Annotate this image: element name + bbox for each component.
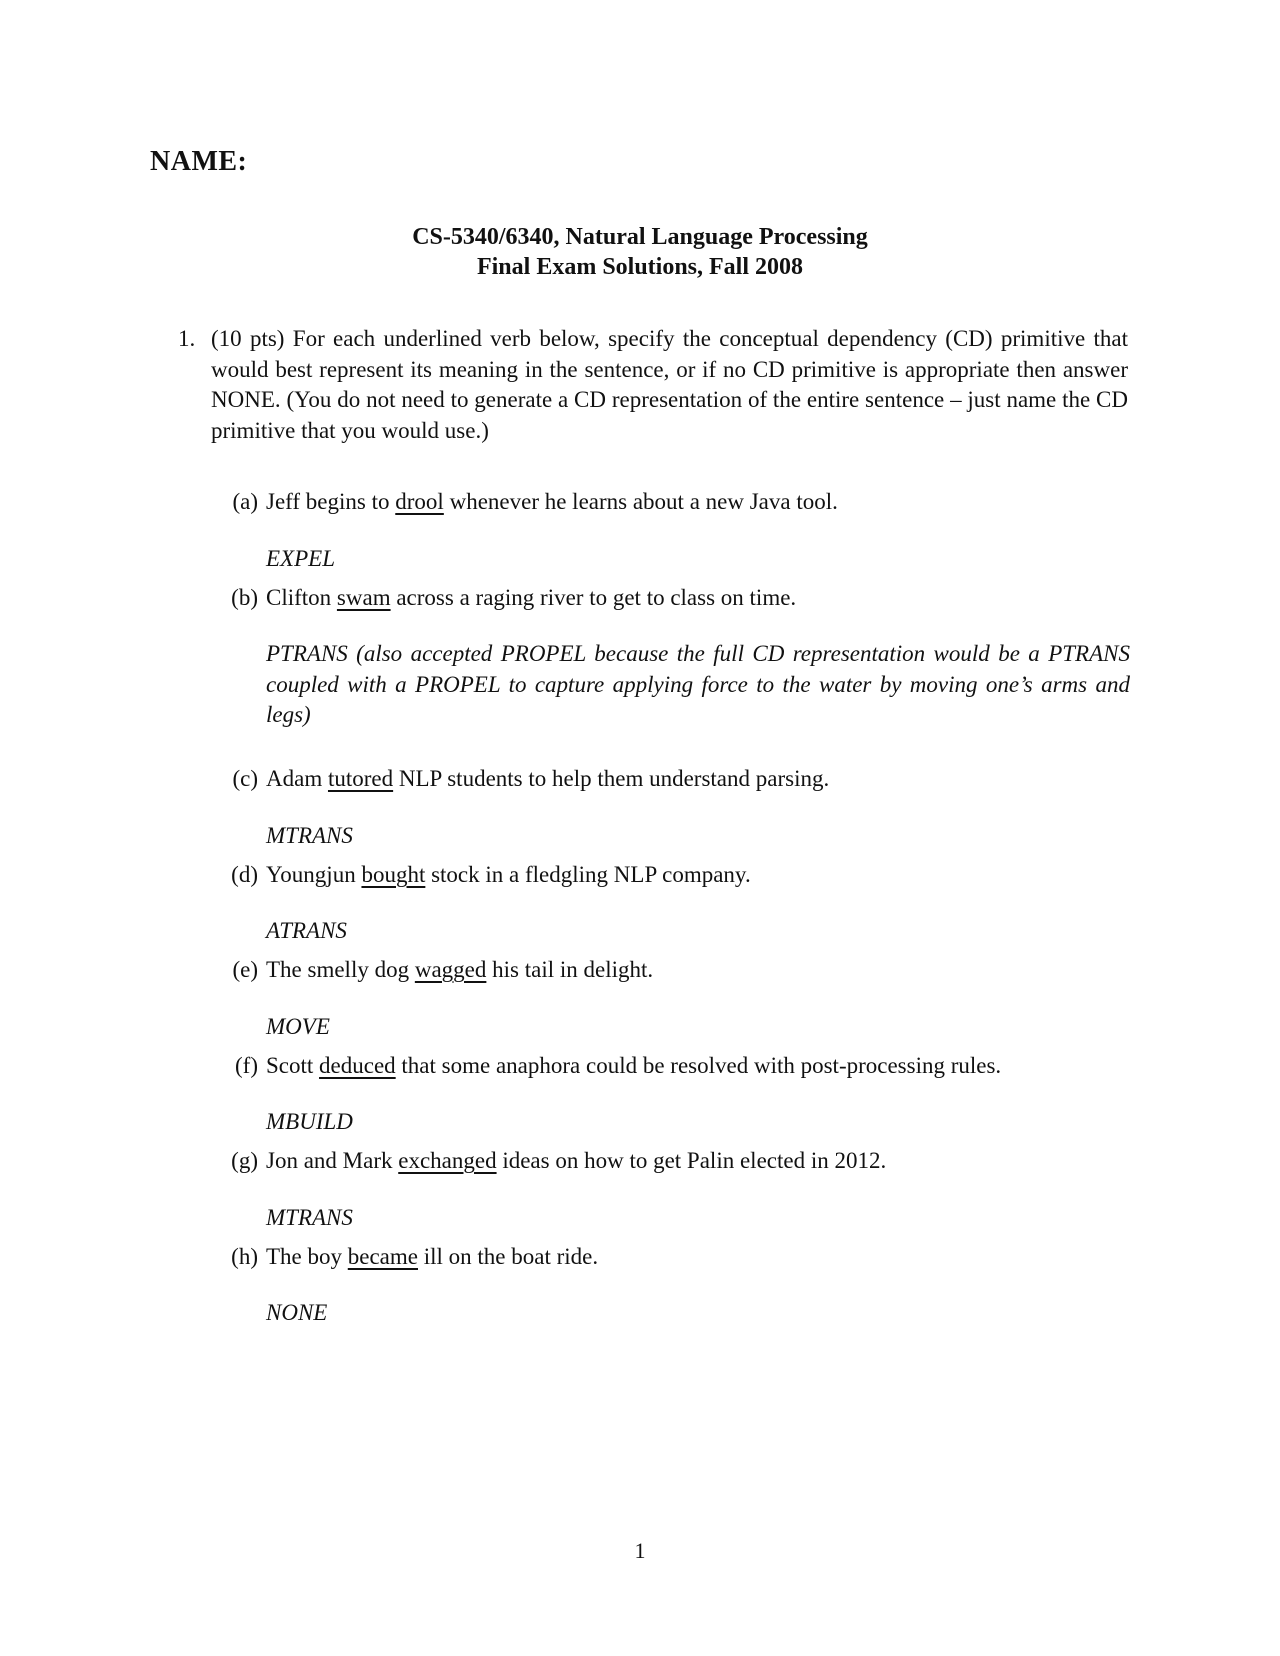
answer-a: EXPEL [266,546,335,571]
underlined-verb: became [347,1244,418,1269]
underlined-verb: deduced [319,1053,396,1078]
sentence-after: that some anaphora could be resolved with post-processing rules. [395,1053,1002,1078]
name-label: NAME: [150,146,248,177]
underlined-verb: swam [336,585,391,610]
answer-b: PTRANS (also accepted PROPEL because the full CD representation would be a PTRANS coupled with a PROPEL to capture applying force to the water by moving one’s arms and legs) [266,641,1130,727]
sentence-after: whenever he learns about a new Java tool. [443,489,838,514]
sentence-after: stock in a fledgling NLP company. [425,862,751,887]
sentence-after: ill on the boat ride. [418,1244,599,1269]
sentence-before: The smelly dog [266,957,415,982]
answer-e: MOVE [266,1014,330,1039]
item-b [218,583,1130,613]
item-sentence [266,860,1130,890]
underlined-verb: wagged [414,957,487,982]
item-d [218,860,1130,890]
course-title: CS-5340/6340, Natural Language Processing [412,224,868,250]
answer-g: MTRANS [266,1205,353,1230]
question-number: 1. [178,326,196,351]
sentence-before: The boy [266,1244,348,1269]
item-sentence [266,1146,1130,1176]
item-sentence [266,1242,1130,1272]
item-label: (e) [232,957,258,982]
item-label: (d) [231,862,258,887]
item-sentence [266,764,1130,794]
question-text: (10 pts) For each underlined verb below, specify the conceptual dependency (CD) primitive that would best represent its meaning in the sentence, or if no CD primitive is appropriate then answer NONE. (You do not need to generate a CD representation of the entire sentence – just name the CD primitive that you would use.) [211,326,1128,443]
item-label: (c) [232,766,258,791]
answer-d: ATRANS [266,918,347,943]
item-f [218,1051,1130,1081]
answer-h: NONE [266,1300,328,1325]
item-c [218,764,1130,794]
item-g [218,1146,1130,1176]
sentence-before: Clifton [266,585,337,610]
sentence-before: Adam [266,766,328,791]
sentence-after: ideas on how to get Palin elected in 2012. [496,1148,887,1173]
exam-title: Final Exam Solutions, Fall 2008 [476,254,804,280]
item-label: (h) [231,1244,258,1269]
item-sentence [266,955,1130,985]
item-label: (g) [231,1148,258,1173]
item-label: (b) [231,585,258,610]
item-label: (a) [232,489,258,514]
question-1 [178,324,1128,446]
sentence-after: across a raging river to get to class on time. [390,585,797,610]
item-e [218,955,1130,985]
underlined-verb: exchanged [398,1148,497,1173]
item-a [218,487,1130,517]
underlined-verb: tutored [327,766,394,791]
sentence-after: his tail in delight. [486,957,654,982]
item-sentence [266,583,1130,613]
sentence-before: Jon and Mark [266,1148,399,1173]
item-sentence [266,487,1130,517]
sentence-before: Jeff begins to [266,489,396,514]
answer-c: MTRANS [266,823,353,848]
answer-f: MBUILD [266,1109,353,1134]
item-label: (f) [235,1053,258,1078]
sentence-before: Youngjun [266,862,362,887]
sentence-after: NLP students to help them understand parsing. [393,766,830,791]
sentence-before: Scott [266,1053,320,1078]
item-h [218,1242,1130,1272]
item-sentence [266,1051,1130,1081]
underlined-verb: drool [395,489,444,514]
page-number: 1 [634,1538,646,1563]
underlined-verb: bought [361,862,426,887]
